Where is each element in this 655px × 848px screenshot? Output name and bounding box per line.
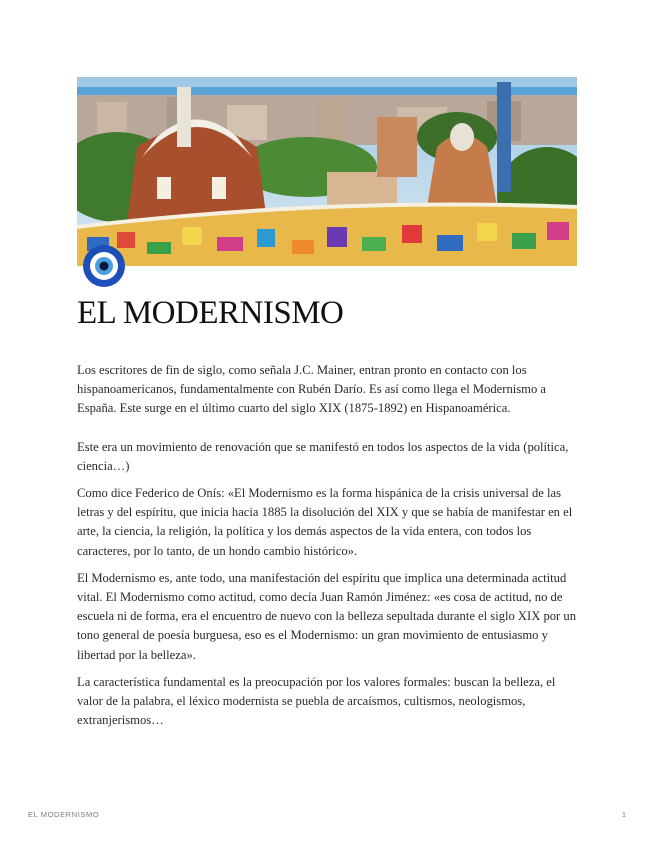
page-number: 1 [621,810,626,819]
paragraph: Los escritores de fin de siglo, como señala J.C. Mainer, entran pronto en contacto con los hispanoamericanos, fundamentalmente con Rubén Darío. Es así como llega el Modernismo a España. Este surge en el último cuarto del siglo XIX (1875-1892) en Hispanoamérica. [77,363,546,416]
paragraph: Este era un movimiento de renovación que se manifestó en todos los aspectos de la vida (política, ciencia…) [77,439,569,473]
document-body [77,361,579,738]
paragraph: Como dice Federico de Onís: «El Modernismo es la forma hispánica de la crisis universal de las letras y del espíritu, que inicia hacia 1885 la disolución del XIX y que se había de manifestar en el arte, la ciencia, la religión, la política y los demás aspectos de la vida entera, con todos los caracteres, por lo tanto, de un hondo cambio histórico». [77,486,573,558]
evil-eye-icon [82,244,126,288]
page-title: EL MODERNISMO [77,295,344,331]
header-image [77,77,577,266]
paragraph: La característica fundamental es la preocupación por los valores formales: buscan la belleza, el valor de la palabra, el léxico modernista se puebla de arcaísmos, cultismos, neologismos, extranjerismos… [77,674,556,728]
paragraph: El Modernismo es, ante todo, una manifestación del espíritu que implica una determinada actitud vital. El Modernismo como actitud, como decía Juan Ramón Jiménez: «es cosa de actitud, no de escuela ni de forma, era el encuentro de nuevo con la belleza sepultada durante el siglo XIX por un tono general de poesía burguesa, eso es el Modernismo: un gran movimiento de entusiasmo y libertad por la belleza». [77,570,576,662]
footer-title: EL MODERNISMO [28,810,100,819]
